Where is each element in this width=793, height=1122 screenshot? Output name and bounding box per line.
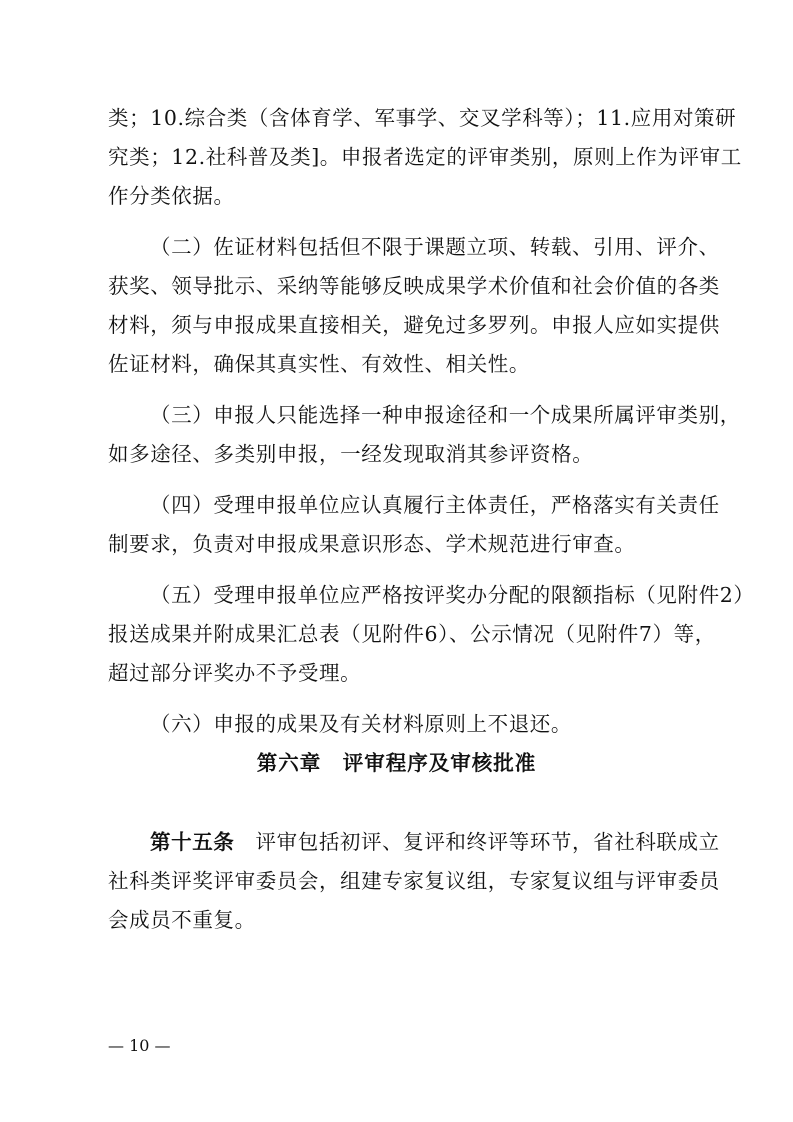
article-label: 第十五条 [150, 830, 235, 854]
text-line: 类；10.综合类（含体育学、军事学、交叉学科等）；11.应用对策研 [108, 106, 737, 130]
paragraph-start-line: （二）佐证材料包括但不限于课题立项、转载、引用、评介、 [150, 235, 720, 259]
chapter-heading: 第六章 评审程序及审核批准 [256, 751, 537, 775]
page-number: — 10 — [108, 1036, 171, 1055]
text-line: 社科类评奖评审委员会，组建专家复议组，专家复议组与评审委员 [108, 869, 720, 893]
paragraph-start-line: （三）申报人只能选择一种申报途径和一个成果所属评审类别， [150, 403, 741, 427]
text-line: 如多途径、多类别申报，一经发现取消其参评资格。 [108, 442, 594, 466]
article-first-line [150, 827, 720, 857]
paragraph-start-line: （四）受理申报单位应认真履行主体责任，严格落实有关责任 [150, 493, 720, 517]
text-line: 究类；12.社科普及类]。申报者选定的评审类别，原则上作为评审工 [108, 145, 742, 169]
text-line: 获奖、领导批示、采纳等能够反映成果学术价值和社会价值的各类 [108, 274, 720, 298]
paragraph-start-line: （六）申报的成果及有关材料原则上不退还。 [150, 712, 572, 736]
text-line: 作分类依据。 [108, 184, 235, 208]
paragraph-start-line: （五）受理申报单位应严格按评奖办分配的限额指标（见附件2） [150, 583, 755, 607]
text-line: 报送成果并附成果汇总表（见附件6）、公示情况（见附件7）等， [108, 622, 716, 646]
article-text: 评审包括初评、复评和终评等环节，省社科联成立 [255, 830, 720, 854]
text-line: 材料，须与申报成果直接相关，避免过多罗列。申报人应如实提供 [108, 313, 720, 337]
text-line: 超过部分评奖办不予受理。 [108, 661, 362, 685]
text-line: 制要求，负责对申报成果意识形态、学术规范进行审查。 [108, 532, 636, 556]
text-line: 佐证材料，确保其真实性、有效性、相关性。 [108, 352, 530, 376]
text-line: 会成员不重复。 [108, 908, 256, 932]
